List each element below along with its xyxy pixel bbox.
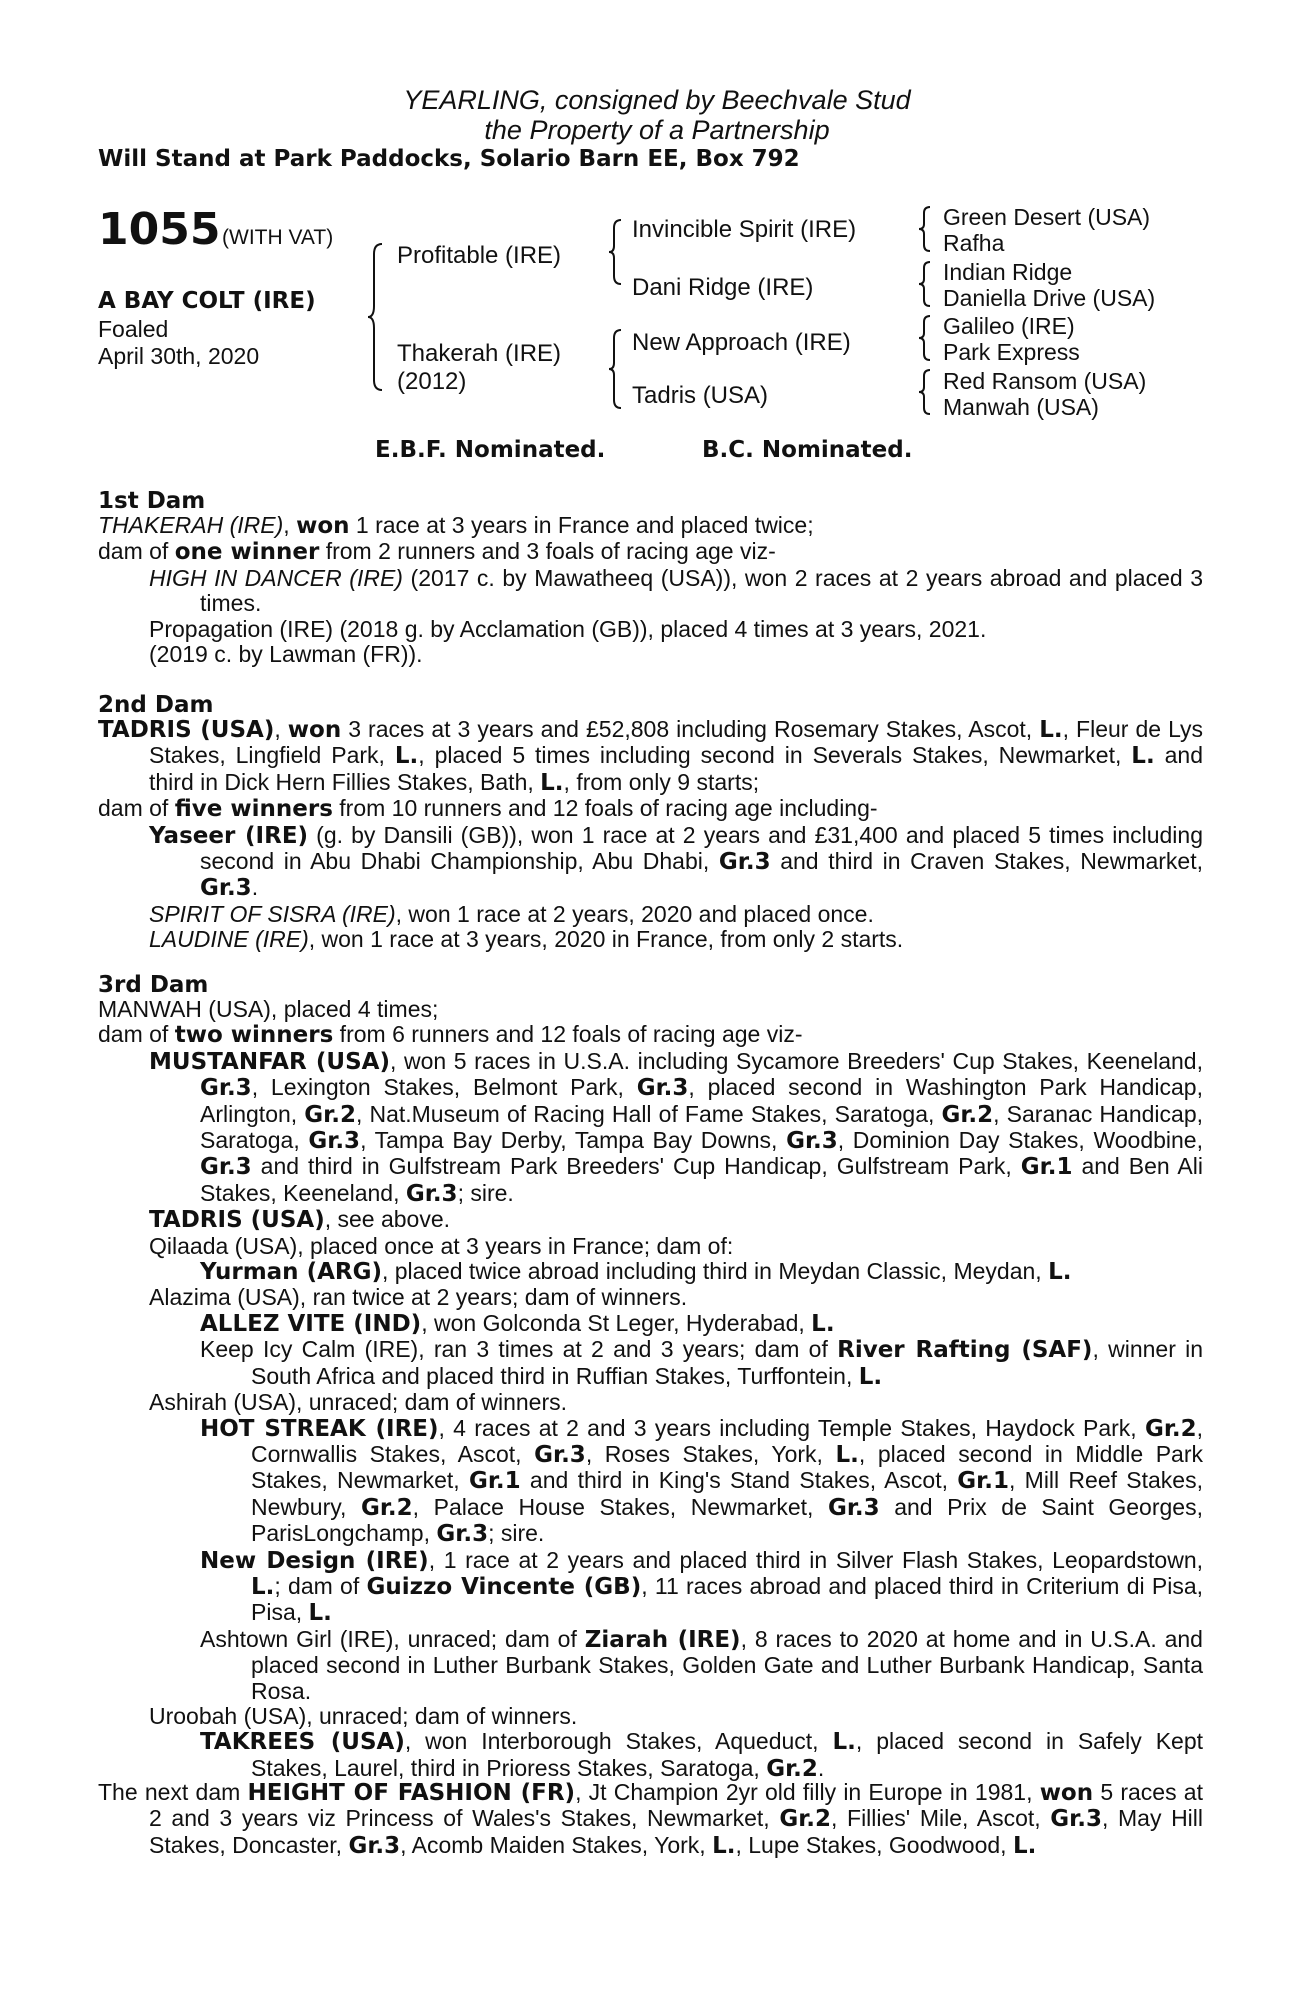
text-run: Propagation (IRE) (2018 g. by Acclamation (GB)), placed 4 times at 3 years, 2021. (149, 615, 987, 642)
text-run: and third in Gulfstream Park Breeders' Cup Handicap, Gulfstream Park, (251, 1153, 1021, 1180)
produce-entry (98, 566, 1203, 617)
text-run: , placed second in Safely Kept Stakes, Laurel, third in Prioress Stakes, Saratoga, (251, 1728, 1204, 1781)
text-run: , (274, 716, 288, 742)
pedigree-brace-gg4 (917, 368, 933, 416)
bold-text: Yaseer (IRE) (149, 822, 309, 849)
text-run: dam of (98, 795, 175, 822)
text-run: , winner in South Africa and placed third in Ruffian Stakes, Turffontein, (251, 1336, 1204, 1389)
bold-text: New Design (IRE) (200, 1547, 429, 1574)
text-run: and Prix de Saint Georges, ParisLongchamp, (251, 1493, 1203, 1547)
second-dam-section (98, 717, 1203, 953)
produce-entry (98, 927, 1203, 952)
text-run: , Mill Reef Stakes, Newbury, (251, 1467, 1203, 1520)
text-run: , placed twice abroad including third in Meydan Classic, Meydan, (381, 1258, 1049, 1285)
text-run: Ashtown Girl (IRE), unraced; dam of (200, 1625, 585, 1652)
text-run: (g. by Dansili (GB)), won 1 race at 2 years and £31,400 and placed 5 times including second in Abu Dhabi Championship, Abu Dhabi, (200, 821, 1203, 875)
bold-text: L. (811, 1310, 835, 1337)
property-line: the Property of a Partnership (484, 115, 830, 145)
text-run: and third in Craven Stakes, Newmarket, (770, 848, 1203, 875)
bold-text: five winners (174, 796, 333, 823)
bold-text: won (1039, 1780, 1094, 1806)
italic-text: HIGH IN DANCER (IRE) (149, 564, 403, 591)
text-run: , Jt Champion 2yr old filly in Europe in 1981, (575, 1779, 1040, 1805)
italic-text: LAUDINE (IRE) (149, 926, 309, 953)
produce-entry (98, 1548, 1203, 1627)
text-run: dam of (98, 1021, 175, 1048)
produce-entry (98, 823, 1203, 902)
dam-year: (2012) (397, 368, 467, 395)
dam-dam-name: Tadris (USA) (632, 382, 769, 409)
text-run: MANWAH (USA), placed 4 times; (98, 996, 439, 1022)
bold-text: Gr.3 (200, 1154, 252, 1181)
bold-text: L. (1048, 1259, 1072, 1286)
text-run: , Acomb Maiden Stakes, York, (400, 1831, 713, 1858)
pedigree-brace-gg1 (917, 205, 933, 253)
sire-name: Profitable (IRE) (397, 242, 562, 269)
text-run: , Saranac Handicap, Saratoga, (200, 1100, 1204, 1154)
text-run: from 10 runners and 12 foals of racing age including- (332, 795, 878, 822)
bold-text: won (287, 717, 342, 743)
text-run: , Lupe Stakes, Goodwood, (735, 1831, 1013, 1858)
text-run: and Ben Ali Stakes, Keeneland, (200, 1153, 1203, 1206)
bold-text: TADRIS (USA) (98, 717, 275, 743)
first-dam-section (98, 513, 1203, 667)
text-run: , Tampa Bay Derby, Tampa Bay Downs, (360, 1127, 787, 1154)
pedigree-brace-dam (607, 328, 625, 410)
bold-text: Gr.2 (766, 1755, 818, 1782)
text-run: from 6 runners and 12 foals of racing age viz- (333, 1021, 803, 1048)
bold-text: Gr.3 (436, 1521, 489, 1548)
text-run: , placed second in Middle Park Stakes, Newmarket, (251, 1440, 1203, 1494)
text-run: The next dam (98, 1779, 248, 1805)
bold-text: L. (394, 743, 419, 770)
bc-nomination: B.C. Nominated. (702, 437, 913, 463)
bold-text: L. (540, 769, 564, 796)
text-run: 1 race at 3 years in France and placed twice; (349, 512, 814, 538)
gg-name: Daniella Drive (USA) (943, 285, 1156, 311)
bold-text: Gr.3 (534, 1441, 586, 1468)
produce-entry (98, 1234, 1203, 1259)
text-run: , won Golconda St Leger, Hyderabad, (421, 1309, 812, 1336)
bold-text: Gr.2 (1144, 1415, 1197, 1442)
text-run: ; sire. (457, 1179, 514, 1206)
bold-text: L. (712, 1832, 736, 1859)
bold-text: L. (1131, 743, 1155, 770)
bold-text: HOT STREAK (IRE) (200, 1415, 439, 1442)
text-run: (2017 c. by Mawatheeq (USA)), won 2 races at 2 years abroad and placed 3 times. (200, 564, 1204, 617)
produce-entry (98, 1259, 1203, 1285)
bold-text: TADRIS (USA) (149, 1207, 325, 1234)
text-run: (2019 c. by Lawman (FR)). (149, 641, 423, 668)
bold-text: Gr.1 (957, 1468, 1009, 1495)
bold-text: Gr.2 (304, 1101, 356, 1128)
bold-text: L. (835, 1441, 859, 1468)
third-dam-heading: 3rd Dam (98, 972, 209, 998)
bold-text: Gr.1 (468, 1468, 521, 1495)
first-dam-heading: 1st Dam (98, 488, 206, 514)
text-run: , 11 races abroad and placed third in Criterium di Pisa, Pisa, (251, 1572, 1204, 1626)
text-run: and third in King's Stand Stakes, Ascot, (520, 1467, 958, 1494)
text-run: , May Hill Stakes, Doncaster, (149, 1805, 1204, 1858)
produce-entry (98, 1416, 1203, 1548)
vat-note: (WITH VAT) (222, 226, 334, 249)
text-run: , from only 9 starts; (563, 768, 760, 795)
text-run: Qilaada (USA), placed once at 3 years in France; dam of: (149, 1232, 734, 1259)
bold-text: Gr.3 (200, 1075, 252, 1102)
text-run: and third in Dick Hern Fillies Stakes, Bath, (149, 742, 1204, 795)
bold-text: Gr.3 (348, 1832, 401, 1859)
ebf-nomination: E.B.F. Nominated. (375, 437, 606, 463)
bold-text: TAKREES (USA) (200, 1729, 405, 1756)
bold-text: Gr.3 (1050, 1806, 1102, 1833)
produce-summary (98, 539, 1203, 565)
pedigree-brace-sire (607, 218, 625, 286)
bold-text: Gr.1 (1020, 1154, 1073, 1181)
bold-text: L. (832, 1729, 856, 1756)
third-dam-section (98, 997, 1203, 1782)
gg-name: Red Ransom (USA) (943, 368, 1147, 394)
text-run: , 4 races at 2 and 3 years including Temple Stakes, Haydock Park, (438, 1414, 1145, 1441)
bold-text: Guizzo Vincente (GB) (366, 1573, 642, 1600)
next-dam-section (98, 1780, 1203, 1859)
pedigree-brace-gg3 (917, 314, 933, 362)
produce-entry (98, 1049, 1203, 1207)
text-run: ; sire. (488, 1520, 545, 1547)
text-run: 3 races at 3 years and £52,808 including Rosemary Stakes, Ascot, (341, 716, 1040, 742)
text-run: , placed 5 times including second in Severals Stakes, Newmarket, (418, 742, 1132, 769)
produce-entry (98, 642, 1203, 667)
text-run: , Palace House Stakes, Newmarket, (412, 1493, 828, 1520)
text-run: , Fleur de Lys Stakes, Lingfield Park, (149, 716, 1204, 769)
bold-text: Gr.2 (779, 1806, 831, 1833)
bold-text: Yurman (ARG) (200, 1259, 382, 1286)
bold-text: ALLEZ VITE (IND) (200, 1310, 422, 1337)
pedigree-brace-main (366, 242, 386, 392)
bold-text: two winners (174, 1022, 334, 1049)
bold-text: Gr.3 (827, 1494, 880, 1521)
text-run: , (283, 512, 297, 538)
bold-text: one winner (174, 539, 320, 566)
dam-name: Thakerah (IRE) (397, 340, 562, 367)
dam-record (98, 513, 1203, 539)
text-run: Ashirah (USA), unraced; dam of winners. (149, 1389, 568, 1416)
consignor-line: YEARLING, consigned by Beechvale Stud (403, 85, 911, 115)
text-run: , Nat.Museum of Racing Hall of Fame Stakes, Saratoga, (355, 1100, 942, 1127)
bold-text: Gr.3 (718, 849, 771, 876)
foaled-info (98, 316, 259, 370)
stand-location: Will Stand at Park Paddocks, Solario Barn EE, Box 792 (98, 146, 800, 172)
gg-name: Indian Ridge (943, 259, 1073, 285)
produce-entry (98, 1729, 1203, 1782)
dam-sire-name: New Approach (IRE) (632, 329, 851, 356)
bold-text: L. (858, 1363, 883, 1390)
sire-dam-name: Dani Ridge (IRE) (632, 274, 814, 301)
text-run: Uroobah (USA), unraced; dam of winners. (149, 1702, 578, 1729)
produce-entry (98, 1311, 1203, 1337)
bold-text: Gr.2 (360, 1494, 413, 1521)
text-run: , Fillies' Mile, Ascot, (831, 1805, 1051, 1832)
text-run: Alazima (USA), ran twice at 2 years; dam of winners. (149, 1284, 688, 1311)
text-run: , Dominion Day Stakes, Woodbine, (837, 1127, 1203, 1154)
text-run: , placed second in Washington Park Handicap, Arlington, (200, 1074, 1203, 1127)
text-run: from 2 runners and 3 foals of racing age viz- (319, 538, 776, 565)
gg-name: Green Desert (USA) (943, 204, 1151, 230)
produce-entry (98, 1627, 1203, 1704)
text-run: , see above. (324, 1206, 451, 1233)
text-run: Keep Icy Calm (IRE), ran 3 times at 2 and 3 years; dam of (200, 1336, 838, 1363)
lot-title: A BAY COLT (IRE) (98, 288, 316, 314)
dam-record (98, 997, 1203, 1022)
gg-name: Rafha (943, 230, 1005, 256)
produce-entry (98, 1390, 1203, 1415)
pedigree-brace-gg2 (917, 260, 933, 308)
bold-text: Gr.3 (405, 1180, 458, 1207)
text-run: , 8 races to 2020 at home and in U.S.A. and placed second in Luther Burbank Stakes, Golden Gate and Luther Burbank Handicap, Santa Rosa. (251, 1625, 1203, 1704)
produce-summary (98, 1022, 1203, 1048)
text-run: ; dam of (274, 1572, 367, 1599)
bold-text: L. (251, 1573, 275, 1600)
text-run: 5 races at 2 and 3 years viz Princess of Wales's Stakes, Newmarket, (149, 1779, 1203, 1832)
gg-name: Manwah (USA) (943, 394, 1099, 420)
bold-text: MUSTANFAR (USA) (149, 1048, 390, 1075)
bold-text: Ziarah (IRE) (584, 1626, 741, 1653)
next-dam-record (98, 1780, 1203, 1859)
produce-entry (98, 902, 1203, 927)
foaled-date: April 30th, 2020 (98, 343, 260, 369)
italic-text: THAKERAH (IRE) (98, 512, 284, 538)
text-run: dam of (98, 538, 175, 565)
bold-text: Gr.3 (200, 875, 252, 902)
bold-text: Gr.3 (308, 1128, 361, 1155)
text-run: . (251, 874, 259, 901)
lot-number: 1055 (98, 204, 221, 255)
text-run: , won Interborough Stakes, Aqueduct, (404, 1728, 833, 1755)
bold-text: L. (1039, 717, 1063, 743)
bold-text: Gr.3 (636, 1075, 689, 1102)
bold-text: Gr.3 (786, 1128, 838, 1155)
produce-entry (98, 1704, 1203, 1729)
text-run: . (817, 1754, 825, 1781)
text-run: , won 1 race at 2 years, 2020 and placed once. (395, 900, 874, 927)
bold-text: L. (1012, 1832, 1037, 1859)
text-run: , won 1 race at 3 years, 2020 in France, from only 2 starts. (308, 926, 904, 953)
second-dam-heading: 2nd Dam (98, 692, 214, 718)
text-run: , Cornwallis Stakes, Ascot, (251, 1414, 1204, 1467)
produce-entry (98, 617, 1203, 642)
bold-text: Gr.2 (941, 1101, 994, 1128)
bold-text: L. (308, 1600, 332, 1627)
produce-entry (98, 1207, 1203, 1233)
gg-name: Galileo (IRE) (943, 313, 1075, 339)
bold-text: HEIGHT OF FASHION (FR) (247, 1780, 576, 1806)
dam-record (98, 717, 1203, 796)
italic-text: SPIRIT OF SISRA (IRE) (149, 900, 396, 927)
text-run: , 1 race at 2 years and placed third in Silver Flash Stakes, Leopardstown, (428, 1546, 1204, 1573)
produce-summary (98, 796, 1203, 822)
foaled-label: Foaled (98, 316, 169, 342)
sire-sire-name: Invincible Spirit (IRE) (632, 216, 857, 243)
produce-entry (98, 1337, 1203, 1390)
text-run: , won 5 races in U.S.A. including Sycamore Breeders' Cup Stakes, Keeneland, (389, 1047, 1203, 1074)
produce-entry (98, 1285, 1203, 1310)
text-run: , Roses Stakes, York, (585, 1440, 836, 1467)
bold-text: River Rafting (SAF) (837, 1337, 1093, 1364)
bold-text: won (296, 513, 350, 539)
text-run: , Lexington Stakes, Belmont Park, (251, 1074, 637, 1101)
gg-name: Park Express (943, 339, 1080, 365)
